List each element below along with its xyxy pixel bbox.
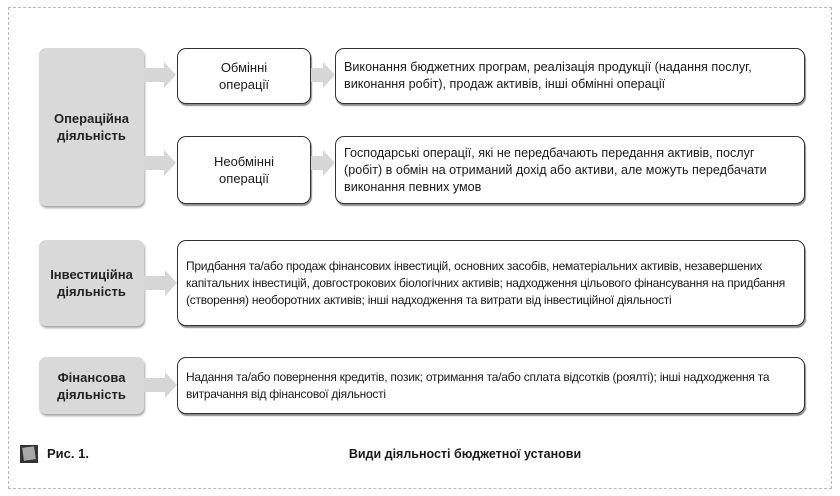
category-label: Фінансова діяльність: [57, 369, 126, 402]
description-text: Господарські операції, які не передбачають передання активів, послуг (робіт) в обмін на отриманий дохід або активи, але можуть передбачати виконання певних умов: [344, 145, 767, 194]
description-investment: [177, 240, 805, 326]
category-investment: [39, 240, 144, 326]
subcategory-exchange: [177, 48, 311, 104]
description-financial: [177, 357, 805, 414]
figure-label: Рис. 1.: [47, 446, 89, 461]
description-nonexchange: [335, 136, 805, 204]
category-label: Інвестиційна діяльність: [50, 267, 133, 299]
figure-title: Види діяльності бюджетної установи: [348, 447, 582, 461]
subcategory-label: Обмінні операції: [219, 60, 269, 92]
subcategory-nonexchange: [177, 136, 311, 204]
category-financial: [39, 357, 144, 414]
description-text: Придбання та/або продаж фінансових інвестицій, основних засобів, нематеріальних активів, незавершених капітальних інвестицій, довгострокових біологічних активів; надходження цільового фінансування на придбання (створення) необоротних активів; інші надходження та витрати від інвестиційної діяльності: [186, 258, 785, 307]
description-exchange: [335, 48, 805, 104]
category-label: Операційна діяльність: [53, 111, 130, 143]
category-operational: [39, 48, 144, 206]
description-text: Виконання бюджетних програм, реалізація продукції (надання послуг, виконання робіт), продаж активів, інші обмінні операції: [344, 60, 752, 91]
description-text: Надання та/або повернення кредитів, позик; отримання та/або сплата відсотків (роялті); інші надходження та витрачання від фінансової діяльності: [186, 369, 770, 401]
subcategory-label: Необмінні операції: [213, 154, 275, 186]
